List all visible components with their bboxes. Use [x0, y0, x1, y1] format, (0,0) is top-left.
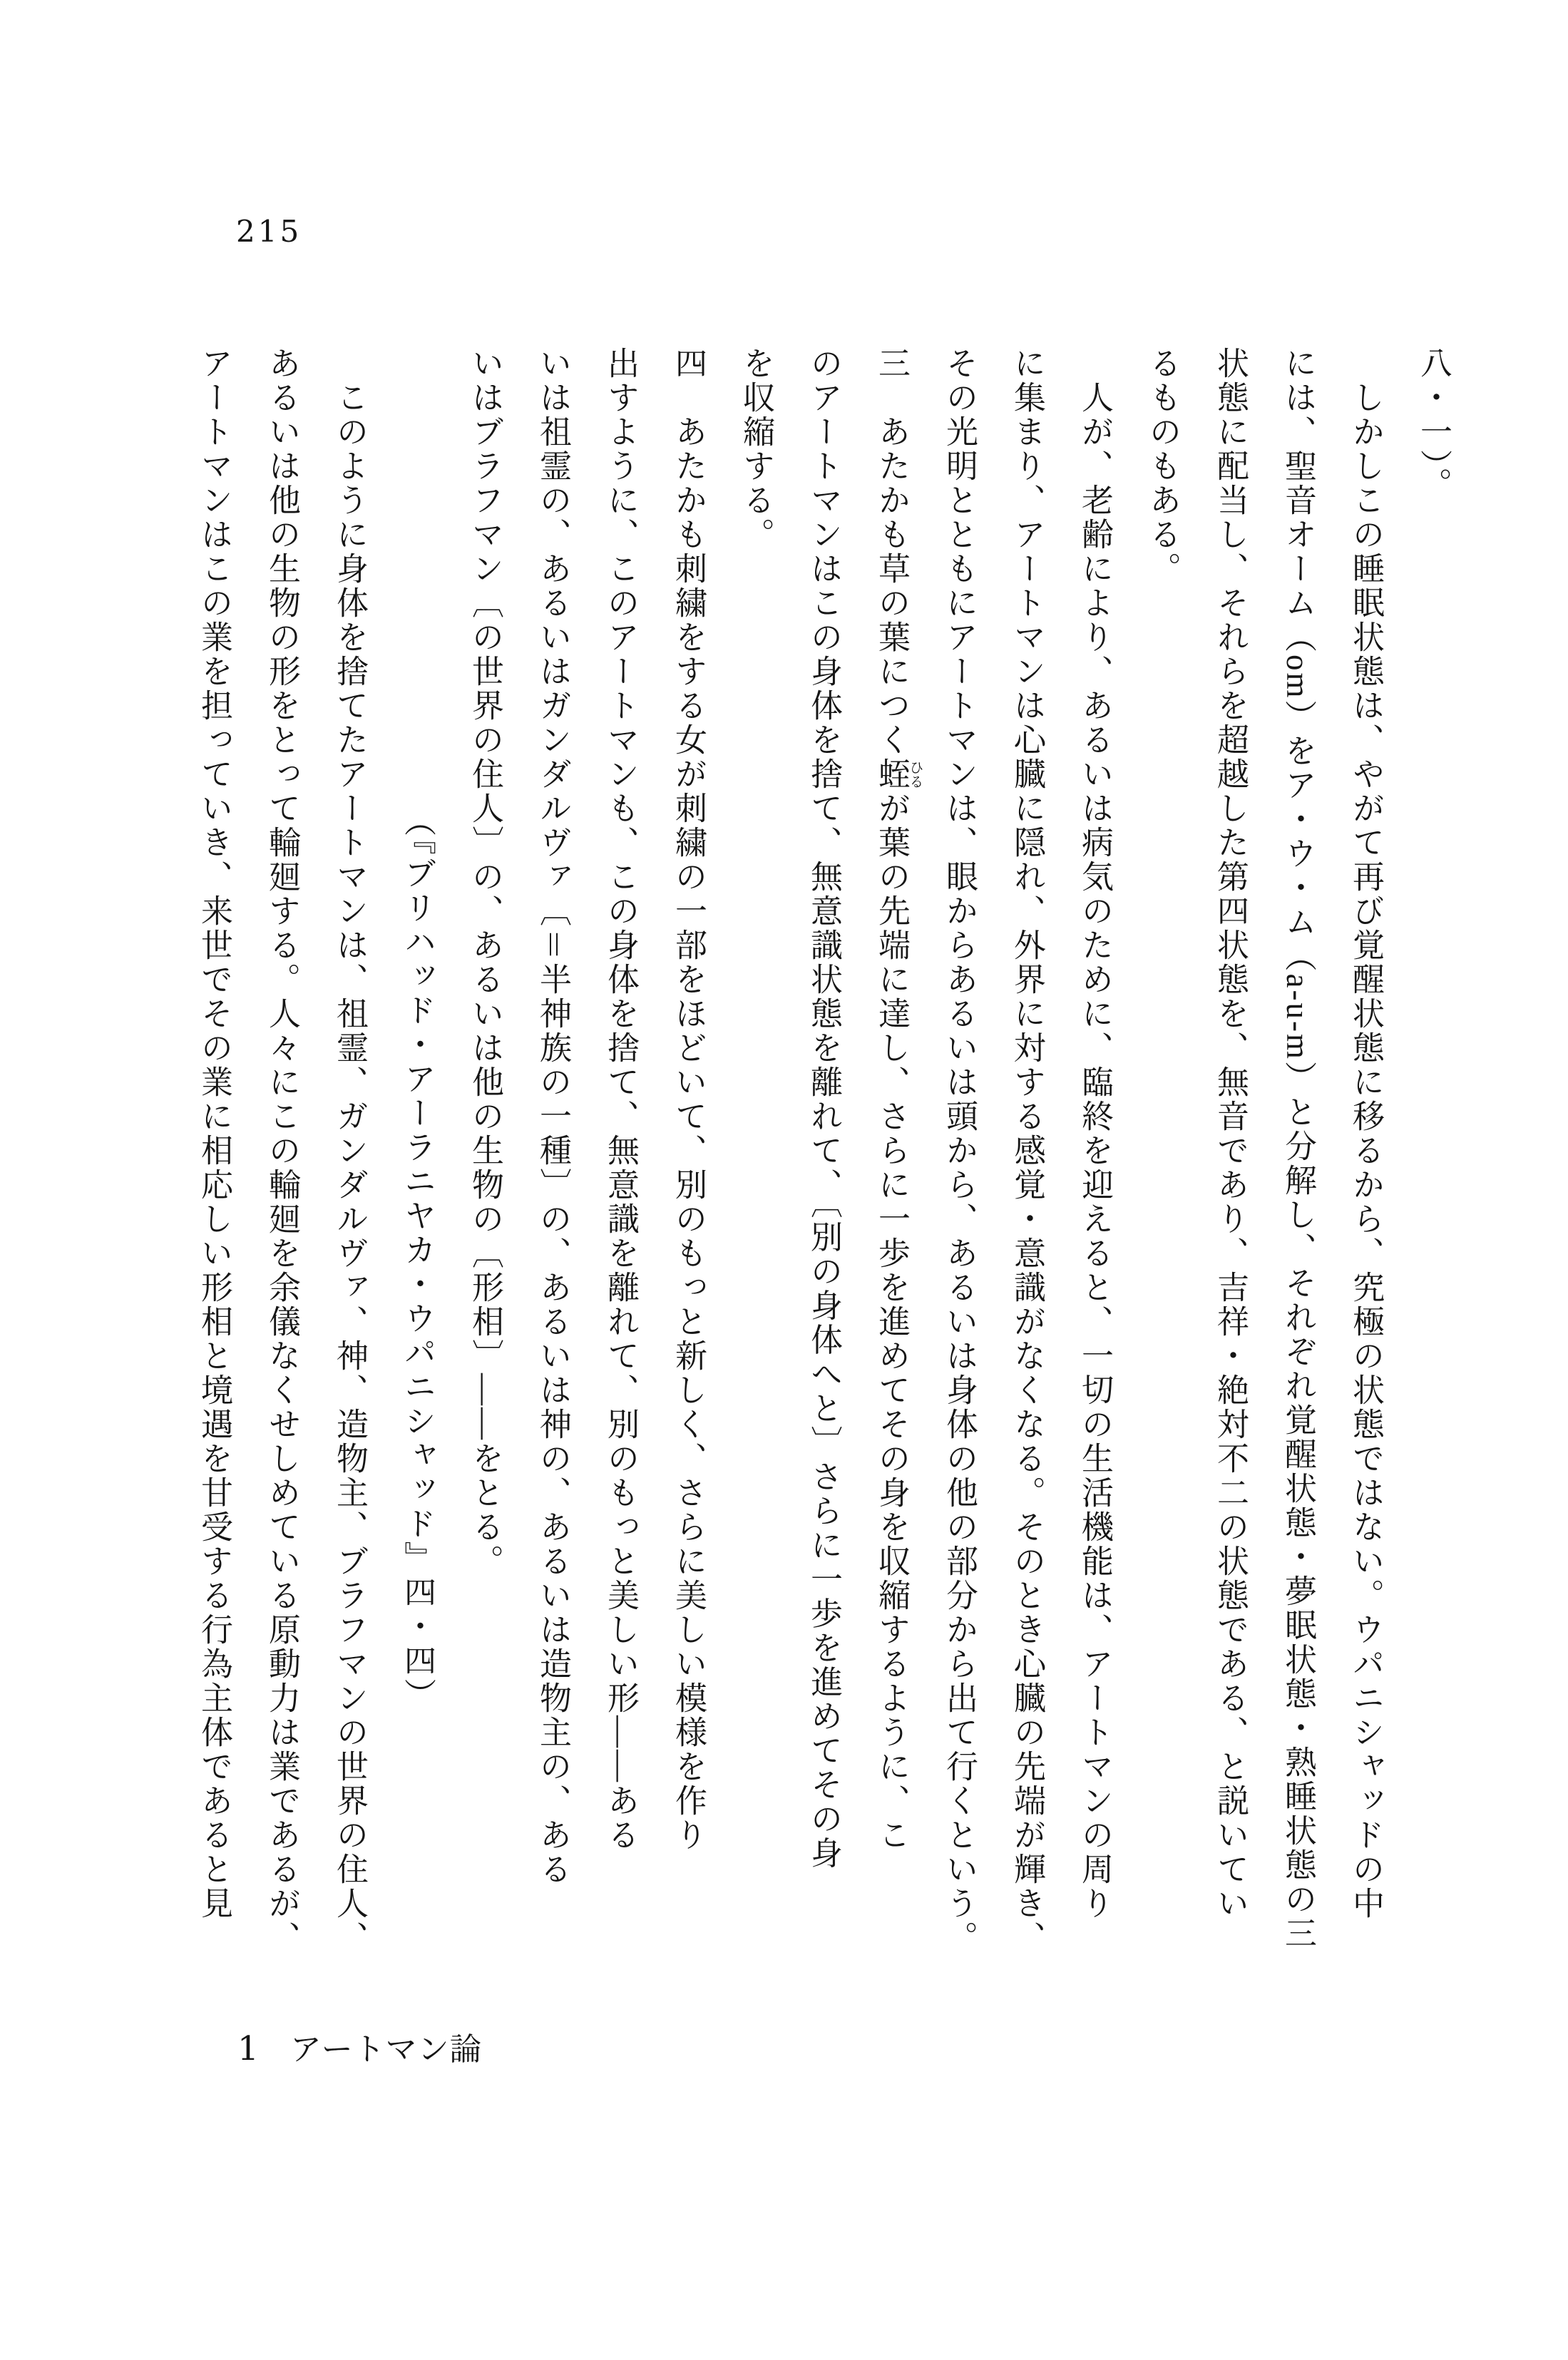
footer-section-title: アートマン論 [289, 2032, 482, 2067]
main-text-block [180, 347, 1467, 1986]
furigana: ひる [907, 757, 923, 791]
running-footer [237, 2023, 482, 2069]
text-column: いはブラフマン〔の世界の住人〕の、あるいは他の生物の〔形相〕――をとる。 [467, 347, 503, 1579]
citation-column: （『ブリハッド・アーラニヤカ・ウパニシャッド』四・四） [399, 804, 435, 1713]
text-column: を収縮する。 [738, 347, 774, 552]
text-column: いは祖霊の、あるいはガンダルヴァ〔＝半神族の一種〕の、あるいは神の、あるいは造物主の、ある [535, 347, 570, 1887]
page-number: 215 [236, 214, 302, 249]
text-column: このように身体を捨てたアートマンは、祖霊、ガンダルヴァ、神、造物主、ブラフマンの世界の住人、 [332, 381, 367, 1955]
text-column: 八・一）。 [1415, 347, 1451, 502]
text-column: るものもある。 [1144, 347, 1180, 586]
text-column: 人が、老齢により、あるいは病気のために、臨終を迎えると、一切の生活機能は、アートマンの周り [1077, 381, 1112, 1921]
text-column: あるいは他の生物の形をとって輪廻する。人々にこの輪廻を余儀なくせしめている原動力は業であるが、 [264, 347, 299, 1955]
text-column: に集まり、アートマンは心臓に隠れ、外界に対する感覚・意識がなくなる。そのとき心臓の先端が輝き、 [1009, 347, 1045, 1955]
text-column: のアートマンはこの身体を捨て、無意識状態を離れて、〔別の身体へと〕さらに一歩を進めてその身 [806, 347, 841, 1871]
text-column-with-ruby [857, 347, 925, 1986]
text-column: しかしこの睡眠状態は、やがて再び覚醒状態に移るから、究極の状態ではない。ウパニシャッドの中 [1348, 381, 1383, 1921]
text-column: 出すように、このアートマンも、この身体を捨て、無意識を離れて、別のもっと美しい形――ある [603, 347, 638, 1852]
footer-section-number: 1 [237, 2029, 259, 2068]
ruby-after-text: が葉の先端に達し、さらに一歩を進めてその身を収縮するように、こ [873, 791, 909, 1852]
text-column: その光明とともにアートマンは、眼からあるいは頭から、あるいは身体の他の部分から出て行くという。 [941, 347, 977, 1955]
text-column: には、聖音オーム（om）をア・ウ・ム（a-u-m）と分解し、それぞれ覚醒状態・夢眠状態・熟睡状態の三 [1280, 347, 1316, 1951]
ruby-before-text: 三 あたかも草の葉につく [873, 347, 909, 757]
text-column: 状態に配当し、それらを超越した第四状態を、無音であり、吉祥・絶対不二の状態である、と説いてい [1212, 347, 1248, 1921]
ruby-annotated-word [873, 757, 923, 791]
text-column: 四 あたかも刺繍をする女が刺繍の一部をほどいて、別のもっと新しく、さらに美しい模様を作り [670, 347, 706, 1852]
text-column: アートマンはこの業を担っていき、来世でその業に相応しい形相と境遇を甘受する行為主体であると見 [196, 347, 232, 1921]
ruby-base: 蛭 [873, 757, 909, 791]
